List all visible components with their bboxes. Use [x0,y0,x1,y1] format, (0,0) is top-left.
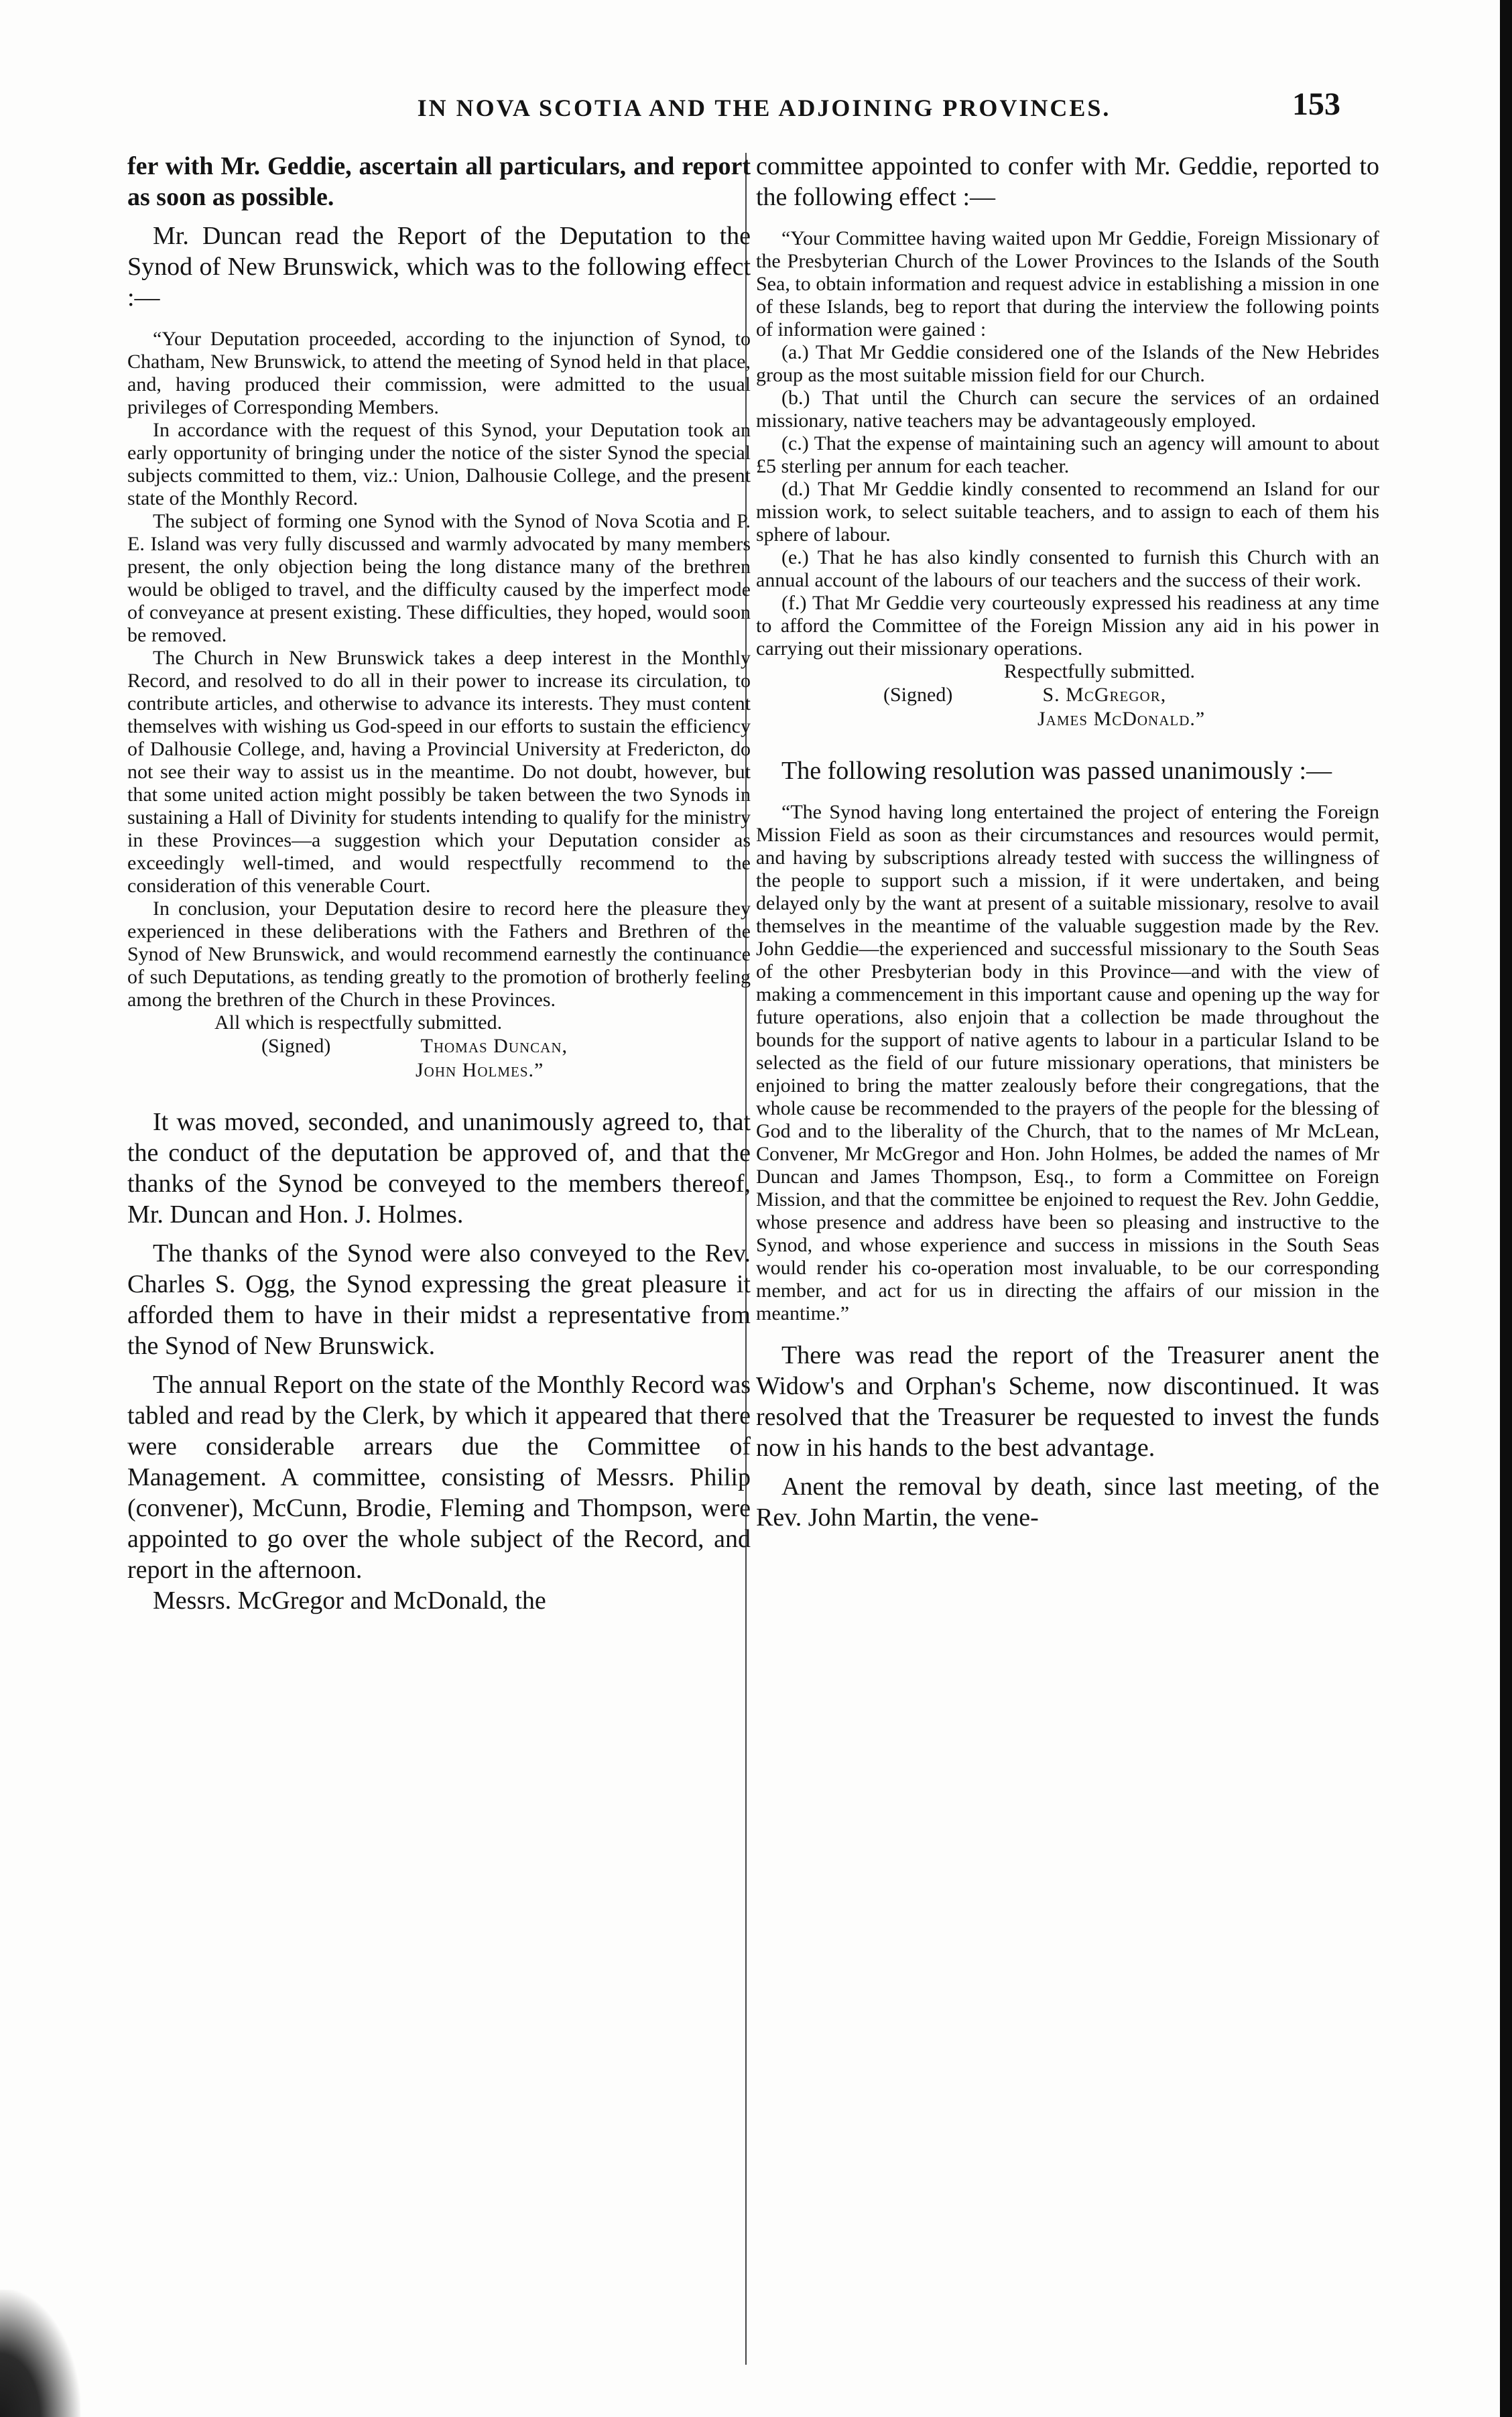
signature-name: James McDonald.” [1037,708,1206,730]
quoted-paragraph: The Church in New Brunswick takes a deep interest in the Monthly Record, and resolved to do all in their power to increase its circulation, to contribute articles, and otherwise to advance its interests. They must content themselves with wishing us God-speed in our efforts to sustain the efficiency of Dalhousie College, and, having a Provincial University at Fredericton, do not see their way to assist us in the meantime. Do not doubt, however, but that some united action might possibly be taken between the two Synods in sustaining a Hall of Divinity for students intending to qualify for the ministry in these Provinces—a suggestion which your Deputation consider as exceedingly well-timed, and would respectfully recommend to the consideration of this venerable Court. [127,647,751,897]
scan-corner-shadow [0,2290,80,2417]
paragraph: committee appointed to confer with Mr. Geddie, reported to the following effect :— [756,152,1379,211]
paragraph: fer with Mr. Geddie, ascertain all particulars, and report as soon as possible. [127,152,751,211]
signature-name: S. McGregor, [1042,684,1167,706]
list-item: (c.) That the expense of maintaining such an agency will amount to about £5 sterling per annum for each teacher. [756,432,1379,477]
running-head: IN NOVA SCOTIA AND THE ADJOINING PROVINCES. [417,95,1111,121]
paragraph: Messrs. McGregor and McDonald, the [153,1587,546,1615]
paragraph: The following resolution was passed unanimously :— [781,757,1332,785]
list-item: (d.) That Mr Geddie kindly consented to recommend an Island for our mission work, to select suitable teachers, and to assign to each of them his sphere of labour. [756,478,1379,546]
signature-block [127,1034,751,1058]
quoted-paragraph: In conclusion, your Deputation desire to record here the pleasure they experienced in these deliberations with the Fathers and Brethren of the Synod of New Brunswick, and would recommend earnestly the continuance of such Deputations, as tending greatly to the promotion of brotherly feeling among the brethren of the Church in these Provinces. [127,897,751,1011]
signature-name: John Holmes.” [416,1059,544,1081]
scan-dark-edge [1500,0,1512,2417]
paragraph: It was moved, seconded, and unanimously agreed to, that the conduct of the deputation be approved of, and that the thanks of the Synod be conveyed to the members thereof, Mr. Duncan and Hon. J. Holmes. [127,1108,751,1229]
signature-block [756,683,1379,707]
paragraph: There was read the report of the Treasurer anent the Widow's and Orphan's Scheme, now discontinued. It was resolved that the Treasurer be requested to invest the funds now in his hands to the best advantage. [756,1341,1379,1462]
list-item: (a.) That Mr Geddie considered one of the Islands of the New Hebrides group as the most suitable mission field for our Church. [756,341,1379,386]
closing-line: Respectfully submitted. [1004,660,1195,682]
paragraph: The thanks of the Synod were also conveyed to the Rev. Charles S. Ogg, the Synod expressing the great pleasure it afforded them to have in their midst a representative from the Synod of New Brunswick. [127,1239,751,1360]
signature-label: (Signed) [261,1035,331,1057]
signature-label: (Signed) [883,684,953,706]
quoted-paragraph: “Your Deputation proceeded, according to the injunction of Synod, to Chatham, New Brunswick, to attend the meeting of Synod held in that place, and, having produced their commission, were admitted to the usual privileges of Corresponding Members. [127,328,751,418]
page-number: 153 [1292,86,1340,122]
signature-name: Thomas Duncan, [420,1035,568,1057]
list-item: (e.) That he has also kindly consented to furnish this Church with an annual account of the labours of our teachers and the success of their work. [756,546,1379,591]
quoted-paragraph: “Your Committee having waited upon Mr Geddie, Foreign Missionary of the Presbyterian Church of the Lower Provinces to the Islands of the South Sea, to obtain information and request advice in establishing a mission in one of these Islands, beg to report that during the interview the following points of information were gained : [756,227,1379,340]
paragraph: Anent the removal by death, since last meeting, of the Rev. John Martin, the vene- [756,1473,1379,1532]
signature-block-line-2 [756,707,1379,731]
paragraph: The annual Report on the state of the Monthly Record was tabled and read by the Clerk, by which it appeared that there were considerable arrears due the Committee of Management. A committee, consisting of Messrs. Philip (convener), McCunn, Brodie, Fleming and Thompson, were appointed to go over the whole subject of the Record, and report in the afternoon. [127,1371,751,1584]
left-column [127,151,751,1616]
paragraph: Mr. Duncan read the Report of the Deputation to the Synod of New Brunswick, which was to the following effect :— [127,222,751,312]
quoted-paragraph: “The Synod having long entertained the project of entering the Foreign Mission Field as soon as their circumstances and resources would permit, and having by subscriptions already tested with success the willingness of the people to support such a mission, if it were undertaken, and being delayed only by the want at present of a suitable missionary, resolve to avail themselves in the meantime of the valuable suggestion made by the Rev. John Geddie—the experienced and successful missionary to the South Seas of the other Presbyterian body in this Province—and with the view of making a commencement in this important cause and opening up the way for future operations, also enjoin that a collection be made throughout the bounds for the support of native agents to labour in a particular Island to be selected as the field of our future missionary operations, that ministers be enjoined to bring the matter zealously before their congregations, that the whole cause be recommended to the prayers of the people for the blessing of God and to the liberality of the Church, that to the names of Mr McLean, Convener, Mr McGregor and Hon. John Holmes, be added the names of Mr Duncan and James Thompson, Esq., to form a Committee on Foreign Mission, and that the committee be enjoined to request the Rev. John Geddie, whose presence and address have been so pleasing and instructive to the Synod, and whose experience and success in missions in the South Seas would render his co-operation most invaluable, to be our corresponding member, and act for us in directing the affairs of our mission in the meantime.” [756,801,1379,1324]
list-item: (b.) That until the Church can secure the services of an ordained missionary, native teachers may be advantageously employed. [756,387,1379,432]
quoted-paragraph: In accordance with the request of this Synod, your Deputation took an early opportunity of bringing under the notice of the sister Synod the special subjects committed to them, viz.: Union, Dalhousie College, and the present state of the Monthly Record. [127,419,751,509]
list-item: (f.) That Mr Geddie very courteously expressed his readiness at any time to afford the Committee of the Foreign Mission any aid in his power in carrying out their missionary operations. [756,592,1379,660]
right-column [756,151,1379,1533]
signature-block-line-2 [127,1058,751,1082]
closing-line: All which is respectfully submitted. [214,1011,503,1034]
quoted-paragraph: The subject of forming one Synod with the Synod of Nova Scotia and P. E. Island was very fully discussed and warmly advocated by many members present, the only objection being the long distance many of the brethren would be obliged to travel, and the difficulty caused by the imperfect mode of conveyance at present existing. These difficulties, they hoped, would soon be removed. [127,510,751,646]
